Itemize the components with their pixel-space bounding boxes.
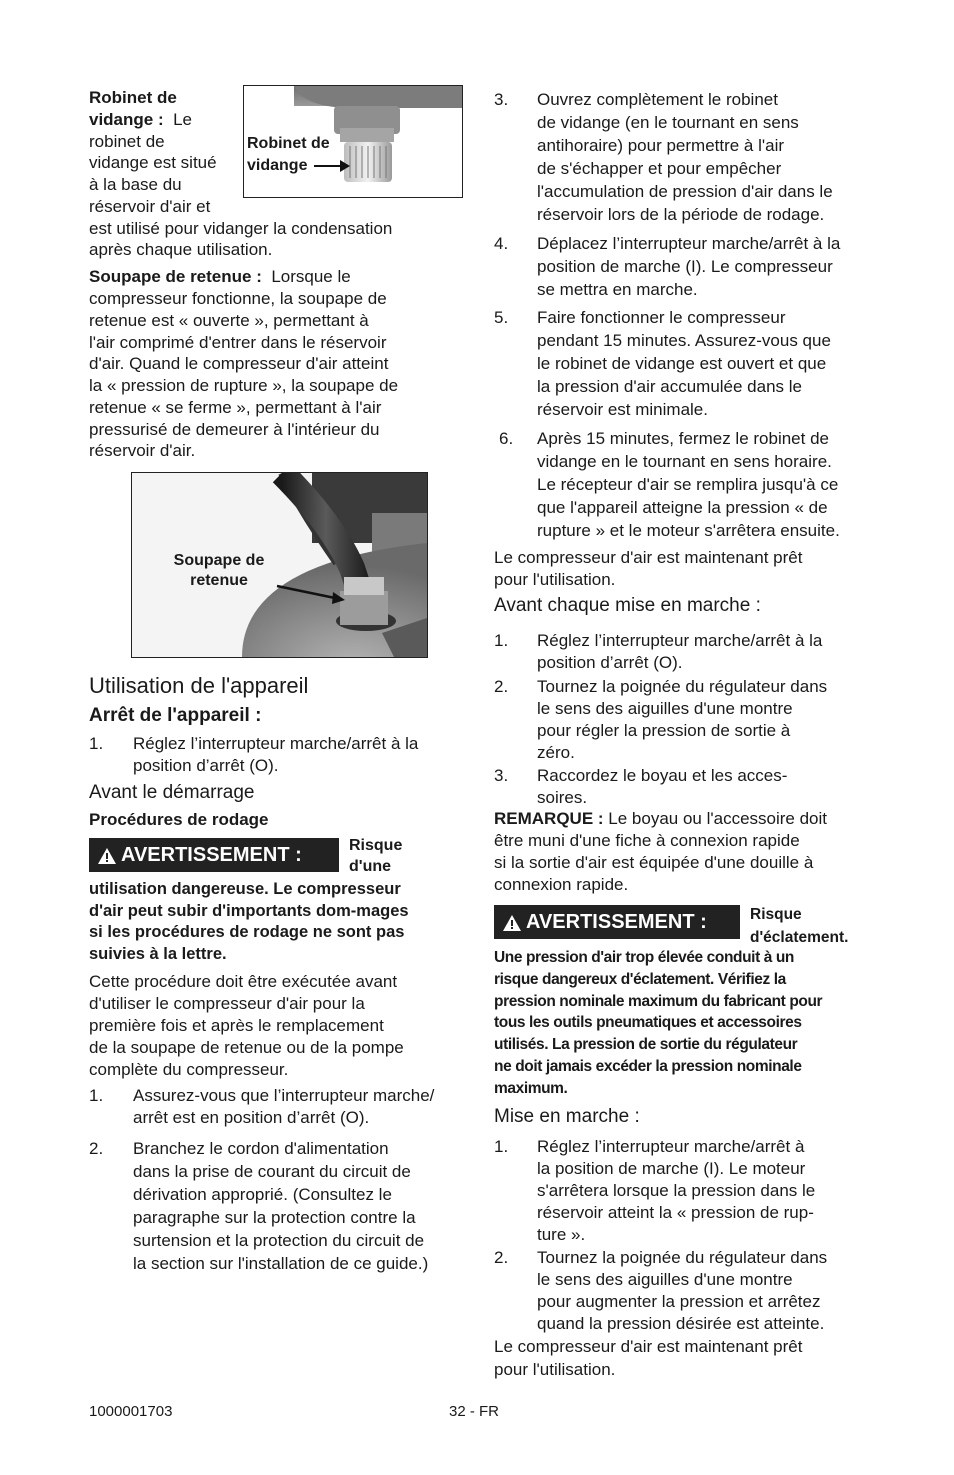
- drain-text-l3: vidange est situé: [89, 153, 217, 172]
- check-valve-l1: Lorsque le: [271, 267, 351, 286]
- item-line: la position de marche (I). Le moteur: [537, 1159, 806, 1178]
- step-number: 4.: [494, 234, 509, 253]
- note-line: connexion rapide.: [494, 875, 629, 894]
- warning-label: AVERTISSEMENT :: [526, 911, 707, 933]
- drain-valve-term: Robinet de: [89, 88, 177, 107]
- step-line: dans la prise de courant du circuit de: [133, 1162, 411, 1181]
- item-line: soires.: [537, 788, 588, 807]
- check-valve-photo: [131, 472, 428, 658]
- check-valve-l9: réservoir d'air.: [89, 441, 196, 460]
- warning-banner-1: [89, 838, 339, 872]
- step-line: l'accumulation de pression d'air dans le: [537, 182, 833, 201]
- drain-text-l6: est utilisé pour vidanger la condensation: [89, 219, 393, 238]
- item-line: pour régler la pression de sortie à: [537, 721, 791, 740]
- warning-line: tous les outils pneumatiques et accessoires: [494, 1014, 802, 1032]
- drain-photo-label-2: vidange: [247, 157, 308, 174]
- stop-item-l1: Réglez l’interrupteur marche/arrêt à la: [133, 734, 419, 753]
- page-number: 32 - FR: [449, 1403, 500, 1420]
- step-line: Déplacez l’interrupteur marche/arrêt à la: [537, 234, 841, 253]
- step-line: réservoir lors de la période de rodage.: [537, 205, 825, 224]
- warning-line: ne doit jamais excéder la pression nominale: [494, 1057, 802, 1075]
- warning-text-2: [494, 947, 822, 1100]
- drain-valve-line1: vidange : Le: [89, 110, 192, 129]
- valve-photo-label-2: retenue: [190, 572, 248, 589]
- stop-item-number: 1.: [89, 734, 104, 753]
- item-line: s'arrêtera lorsque la pression dans le: [537, 1181, 816, 1200]
- warning-risk-1: Risque: [750, 906, 802, 923]
- step-line: Branchez le cordon d'alimentation: [133, 1139, 389, 1158]
- step-line: Après 15 minutes, fermez le robinet de: [537, 429, 829, 448]
- warning-line: d'air peut subir d'importants dom-mages: [89, 901, 409, 920]
- warning-risk-2: d'éclatement.: [750, 929, 849, 946]
- ready-line: Le compresseur d'air est maintenant prêt: [494, 1337, 803, 1356]
- warning-line: pression nominale maximum du fabricant pour: [494, 992, 823, 1010]
- check-valve-l5: d'air. Quand le compresseur d'air atteint: [89, 354, 389, 373]
- item-line: quand la pression désirée est atteinte.: [537, 1314, 825, 1333]
- step-line: se mettra en marche.: [537, 280, 698, 299]
- document-number: 1000001703: [89, 1403, 173, 1420]
- step-line: de vidange (en le tournant en sens: [537, 113, 799, 132]
- check-valve-line0: [89, 266, 351, 288]
- step-line: antihoraire) pour permettre à l'air: [537, 136, 785, 155]
- item-number: 2.: [494, 1248, 509, 1267]
- ready-line: pour l'utilisation.: [494, 1360, 616, 1379]
- step-line: Assurez-vous que l’interrupteur marche/: [133, 1086, 435, 1105]
- warning-line: risque dangereux d'éclatement. Vérifiez la: [494, 970, 786, 988]
- item-number: 3.: [494, 766, 509, 785]
- stop-heading: Arrêt de l'appareil :: [89, 705, 262, 726]
- step-line: vidange en le tournant en sens horaire.: [537, 452, 832, 471]
- item-number: 2.: [494, 677, 509, 696]
- step-line: la pression d'air accumulée dans le: [537, 377, 803, 396]
- ready-text-1: [494, 547, 802, 591]
- warning-triangle-icon: [502, 914, 522, 932]
- note: [494, 808, 827, 896]
- step-number: 5.: [494, 308, 509, 327]
- step-number: 6.: [499, 429, 514, 448]
- drain-text-l4: à la base du: [89, 175, 182, 194]
- ready-text-2: [494, 1335, 802, 1381]
- warning-line: maximum.: [494, 1079, 568, 1097]
- warning-text-1: [89, 879, 409, 965]
- item-line: zéro.: [537, 743, 575, 762]
- check-valve-l3: retenue est « ouverte », permettant à: [89, 311, 369, 330]
- item-line: pour augmenter la pression et arrêtez: [537, 1292, 821, 1311]
- item-line: ture ».: [537, 1225, 586, 1244]
- drain-text-l5: réservoir d'air et: [89, 197, 211, 216]
- ready-line: pour l'utilisation.: [494, 570, 616, 589]
- warning-banner-2: [494, 905, 740, 939]
- item-number: 1.: [494, 631, 509, 650]
- start-heading: Mise en marche :: [494, 1106, 640, 1127]
- item-line: Tournez la poignée du régulateur dans: [537, 677, 828, 696]
- note-line: Le boyau ou l'accessoire doit: [608, 809, 828, 828]
- step-3: [494, 88, 874, 226]
- item-line: Réglez l’interrupteur marche/arrêt à: [537, 1137, 805, 1156]
- procedure-line: complète du compresseur.: [89, 1060, 289, 1079]
- procedure-text: [89, 971, 404, 1081]
- start-item-2: [494, 1247, 874, 1335]
- drain-text-l1: Le: [173, 110, 192, 129]
- step-line: que l'appareil atteigne la pression « de: [537, 498, 828, 517]
- step-number: 2.: [89, 1139, 104, 1158]
- note-line: si la sortie d'air est équipée d'une douille à: [494, 853, 814, 872]
- check-valve-l7: retenue « se ferme », permettant à l'air: [89, 398, 382, 417]
- item-line: Raccordez le boyau et les acces-: [537, 766, 788, 785]
- step-line: surtension et la protection du circuit de: [133, 1231, 425, 1250]
- procedure-line: d'utiliser le compresseur d'air pour la: [89, 994, 365, 1013]
- check-valve-l4: l'air comprimé d'entrer dans le réservoir: [89, 333, 387, 352]
- item-line: le sens des aiguilles d'une montre: [537, 699, 793, 718]
- note-line: être muni d'une fiche à connexion rapide: [494, 831, 800, 850]
- step-1: [89, 1085, 464, 1131]
- step-line: le robinet de vidange est ouvert et que: [537, 354, 827, 373]
- check-valve-term: Soupape de retenue :: [89, 267, 262, 286]
- step-line: de s'échapper et pour empêcher: [537, 159, 782, 178]
- start-item-1: [494, 1136, 874, 1246]
- warning-line: suivies à la lettre.: [89, 944, 227, 963]
- before-each-item-2: [494, 676, 874, 764]
- step-line: Ouvrez complètement le robinet: [537, 90, 778, 109]
- drain-text-l2: robinet de: [89, 132, 165, 151]
- drain-text-l7: après chaque utilisation.: [89, 240, 273, 259]
- procedure-line: de la soupape de retenue ou de la pompe: [89, 1038, 404, 1057]
- step-line: paragraphe sur la protection contre la: [133, 1208, 416, 1227]
- step-number: 3.: [494, 90, 509, 109]
- before-each-heading: Avant chaque mise en marche :: [494, 595, 761, 616]
- before-start-heading: Avant le démarrage: [89, 782, 255, 803]
- drain-photo-label-1: Robinet de: [247, 135, 330, 152]
- step-line: pendant 15 minutes. Assurez-vous que: [537, 331, 831, 350]
- warning-label: AVERTISSEMENT :: [121, 844, 302, 866]
- item-line: le sens des aiguilles d'une montre: [537, 1270, 793, 1289]
- use-heading: Utilisation de l'appareil: [89, 673, 309, 698]
- step-line: réservoir est minimale.: [537, 400, 708, 419]
- stop-item-l2: position d’arrêt (O).: [133, 756, 279, 775]
- warning-line: si les procédures de rodage ne sont pas: [89, 923, 405, 941]
- item-line: réservoir atteint la « pression de rup-: [537, 1203, 814, 1222]
- warning-line: utilisation dangereuse. Le compresseur: [89, 880, 401, 898]
- check-valve-l2: compresseur fonctionne, la soupape de: [89, 289, 387, 308]
- valve-photo-label-1: Soupape de: [173, 552, 265, 569]
- step-line: arrêt est en position d’arrêt (O).: [133, 1108, 370, 1127]
- step-line: position de marche (I). Le compresseur: [537, 257, 833, 276]
- procedures-heading: Procédures de rodage: [89, 810, 269, 829]
- ready-line: Le compresseur d'air est maintenant prêt: [494, 548, 803, 567]
- check-valve-l8: pressurisé de demeurer à l'intérieur du: [89, 420, 380, 439]
- before-each-item-3: [494, 765, 874, 809]
- drain-valve-photo: [243, 85, 463, 198]
- item-number: 1.: [494, 1137, 509, 1156]
- check-valve-l6: la « pression de rupture », la soupape de: [89, 376, 399, 395]
- step-6: [494, 427, 874, 543]
- procedure-line: Cette procédure doit être exécutée avant: [89, 972, 398, 991]
- step-4: [494, 232, 874, 302]
- note-term: REMARQUE :: [494, 809, 604, 828]
- procedure-line: première fois et après le remplacement: [89, 1016, 384, 1035]
- step-5: [494, 306, 874, 422]
- step-line: Faire fonctionner le compresseur: [537, 308, 786, 327]
- step-2: [89, 1137, 464, 1272]
- item-line: Tournez la poignée du régulateur dans: [537, 1248, 828, 1267]
- item-line: position d’arrêt (O).: [537, 653, 683, 672]
- step-line: rupture » et le moteur s'arrêtera ensuite.: [537, 521, 840, 540]
- warning-risk-1: Risque: [349, 837, 403, 854]
- before-each-item-1: [494, 630, 874, 674]
- step-number: 1.: [89, 1086, 104, 1105]
- warning-triangle-icon: [97, 847, 117, 865]
- step-line: la section sur l'installation de ce guide.): [133, 1254, 429, 1273]
- warning-line: Une pression d'air trop élevée conduit à un: [494, 949, 794, 966]
- item-line: Réglez l’interrupteur marche/arrêt à la: [537, 631, 823, 650]
- stop-item-1: [89, 733, 459, 777]
- warning-line: utilisés. La pression de sortie du régulateur: [494, 1036, 798, 1054]
- warning-risk-2: d'une: [349, 858, 392, 875]
- step-line: dérivation approprié. (Consultez le: [133, 1185, 392, 1204]
- step-line: Le récepteur d'air se remplira jusqu'à ce: [537, 475, 839, 494]
